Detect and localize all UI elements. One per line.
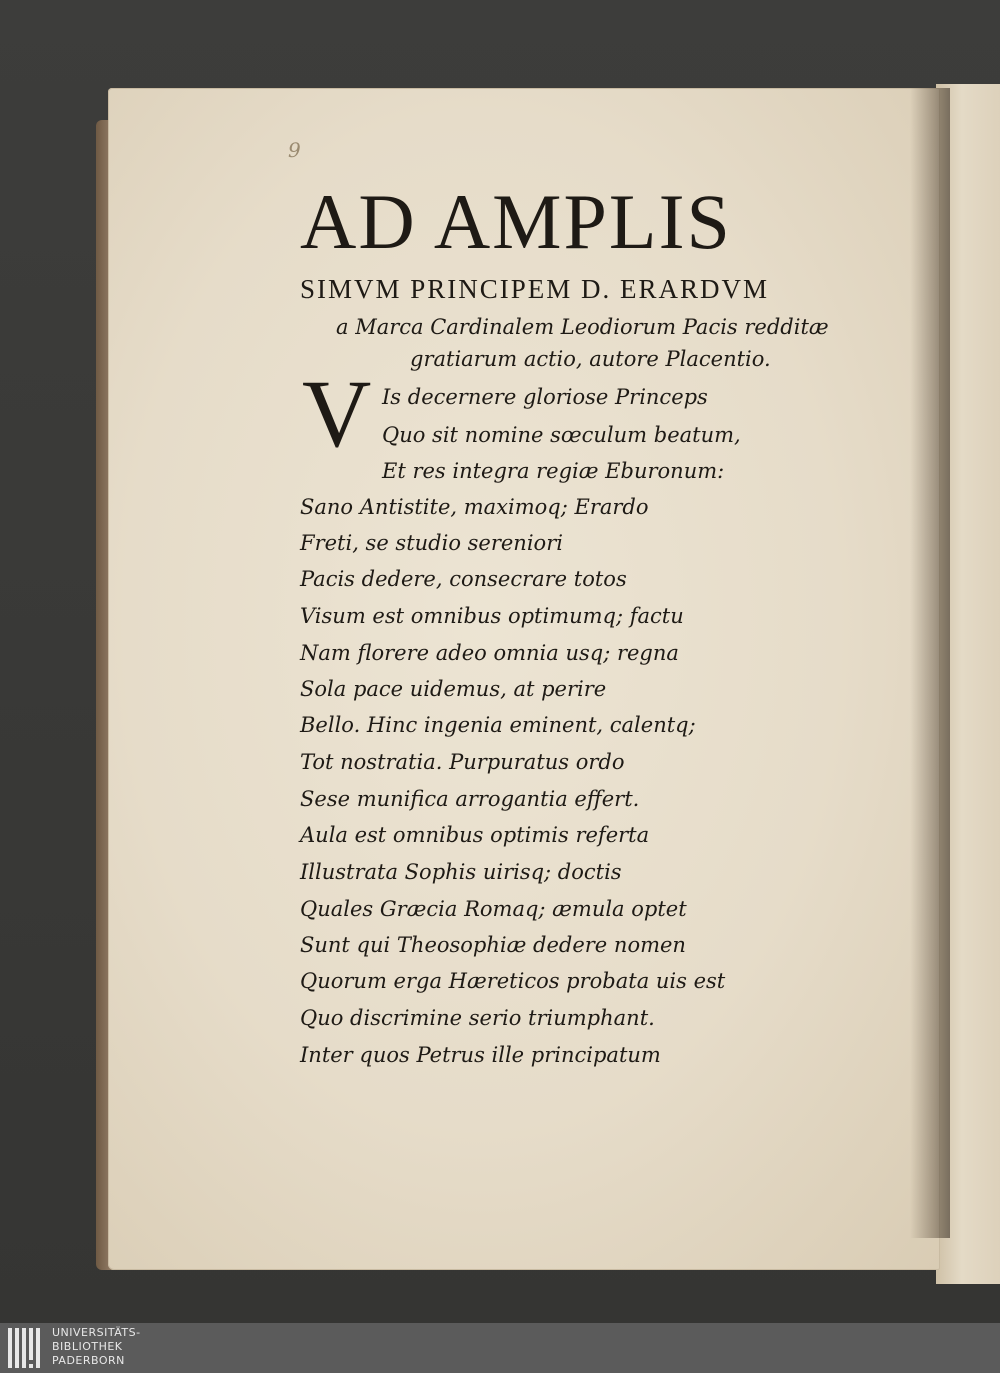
verse-line: Quales Græcia Romaq; æmula optet bbox=[300, 897, 687, 921]
verse-line: Inter quos Petrus ille principatum bbox=[300, 1043, 661, 1067]
logo-line-1: UNIVERSITÄTS- bbox=[52, 1326, 141, 1339]
verse-line: Visum est omnibus optimumq; factu bbox=[300, 604, 684, 628]
logo-line-3: PADERBORN bbox=[52, 1354, 125, 1367]
verse-line: Sola pace uidemus, at perire bbox=[300, 677, 607, 701]
gutter-shadow bbox=[910, 88, 950, 1238]
logo-line-2: BIBLIOTHEK bbox=[52, 1340, 123, 1353]
folio-number: 9 bbox=[288, 138, 301, 162]
library-logo-icon bbox=[6, 1326, 46, 1370]
verse-line-indented: Is decernere gloriose Princeps bbox=[382, 385, 708, 409]
title-line-2: SIMVM PRINCIPEM D. ERARDVM bbox=[300, 274, 770, 304]
verse-line-indented: Quo sit nomine sœculum beatum, bbox=[382, 423, 741, 447]
verse-line: Nam florere adeo omnia usq; regna bbox=[300, 641, 679, 665]
footer-bar bbox=[0, 1323, 1000, 1373]
verse-line: Quo discrimine serio triumphant. bbox=[300, 1006, 655, 1030]
title-line-1: AD AMPLIS bbox=[300, 178, 732, 265]
subtitle-line-2: gratiarum actio, autore Placentio. bbox=[410, 347, 771, 371]
verse-line: Freti, se studio sereniori bbox=[300, 531, 563, 555]
verse-line: Sano Antistite, maximoq; Erardo bbox=[300, 495, 649, 519]
verse-line: Illustrata Sophis uirisq; doctis bbox=[300, 860, 622, 884]
library-logo-text bbox=[52, 1326, 141, 1368]
verse-line: Tot nostratia. Purpuratus ordo bbox=[300, 750, 625, 774]
verse-line: Sese munifica arrogantia effert. bbox=[300, 787, 640, 811]
verse-line: Aula est omnibus optimis referta bbox=[300, 823, 650, 847]
verse-line: Pacis dedere, consecrare totos bbox=[300, 567, 627, 591]
subtitle-line-1: a Marca Cardinalem Leodiorum Pacis redditæ bbox=[336, 315, 829, 339]
verse-line: Bello. Hinc ingenia eminent, calentq; bbox=[300, 713, 696, 737]
drop-cap-initial: V bbox=[302, 360, 372, 467]
verse-line: Sunt qui Theosophiæ dedere nomen bbox=[300, 933, 686, 957]
verse-line-indented: Et res integra regiæ Eburonum: bbox=[382, 459, 725, 483]
verse-line: Quorum erga Hæreticos probata uis est bbox=[300, 969, 726, 993]
